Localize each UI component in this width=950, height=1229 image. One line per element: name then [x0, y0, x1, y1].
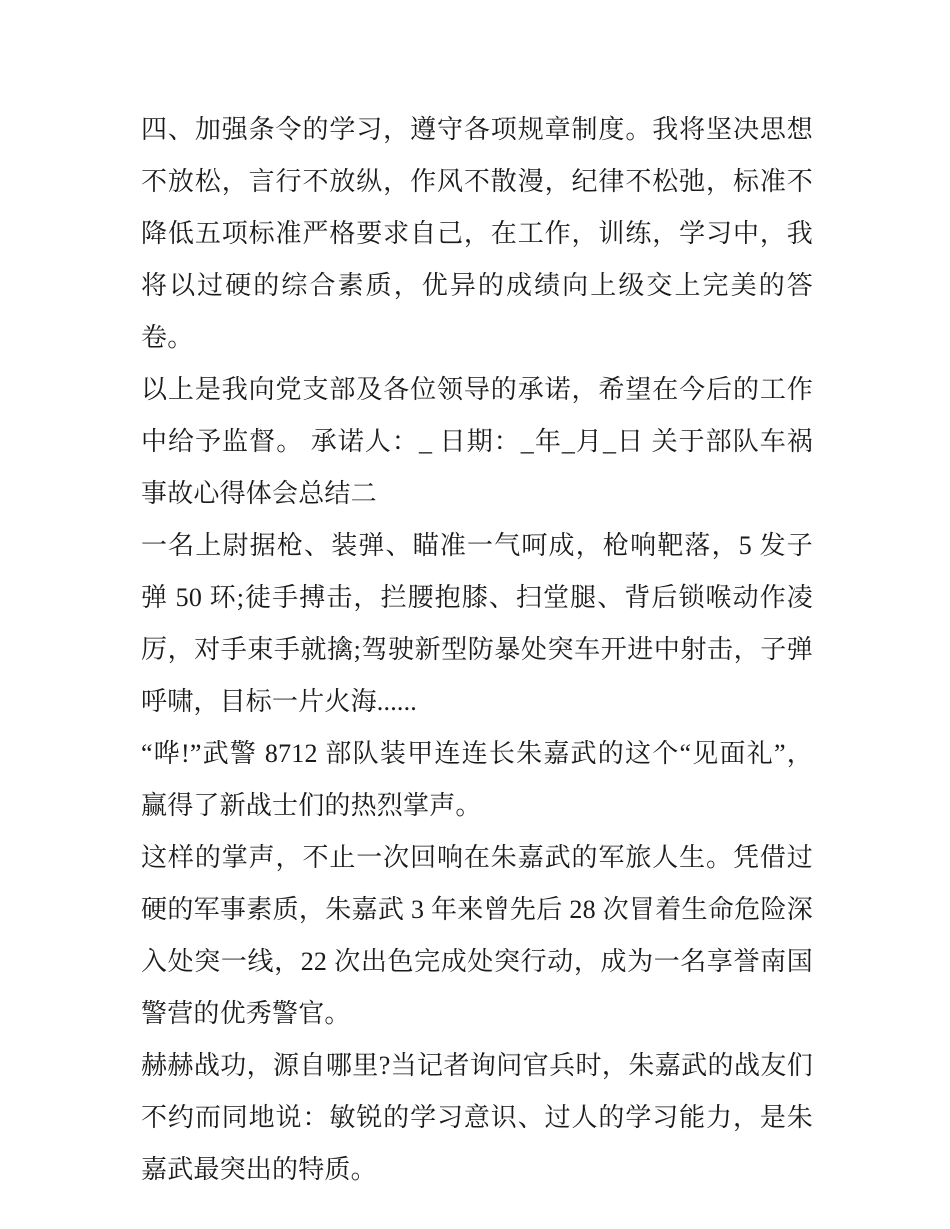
paragraph-commitment-closing: 以上是我向党支部及各位领导的承诺，希望在今后的工作中给予监督。 承诺人：_ 日期：_年_月_日 关于部队车祸事故心得体会总结二	[141, 375, 813, 508]
paragraph-military-career: 这样的掌声，不止一次回响在朱嘉武的军旅人生。凭借过硬的军事素质，朱嘉武 3 年来曾先后 28 次冒着生命危险深入处突一线，22 次出色完成处突行动，成为一名享誉南国警营的优秀警官。	[141, 843, 813, 1028]
paragraph-commitment-four: 四、加强条令的学习，遵守各项规章制度。我将坚决思想不放松，言行不放纵，作风不散漫，纪律不松弛，标准不降低五项标准严格要求自己，在工作，训练，学习中，我将以过硬的综合素质，优异的成绩向上级交上完美的答卷。	[141, 115, 813, 352]
document-body	[141, 104, 813, 1196]
paragraph-learning-trait: 赫赫战功，源自哪里?当记者询问官兵时，朱嘉武的战友们不约而同地说：敏锐的学习意识、过人的学习能力，是朱嘉武最突出的特质。	[141, 1051, 813, 1184]
paragraph-captain-demo: 一名上尉据枪、装弹、瞄准一气呵成，枪响靶落，5 发子弹 50 环;徒手搏击，拦腰抱膝、扫堂腿、背后锁喉动作凌厉，对手束手就擒;驾驶新型防暴处突车开进中射击，子弹呼啸，目标一片火海......	[141, 531, 813, 716]
paragraph-applause: “哗!”武警 8712 部队装甲连连长朱嘉武的这个“见面礼”，赢得了新战士们的热烈掌声。	[141, 739, 813, 820]
